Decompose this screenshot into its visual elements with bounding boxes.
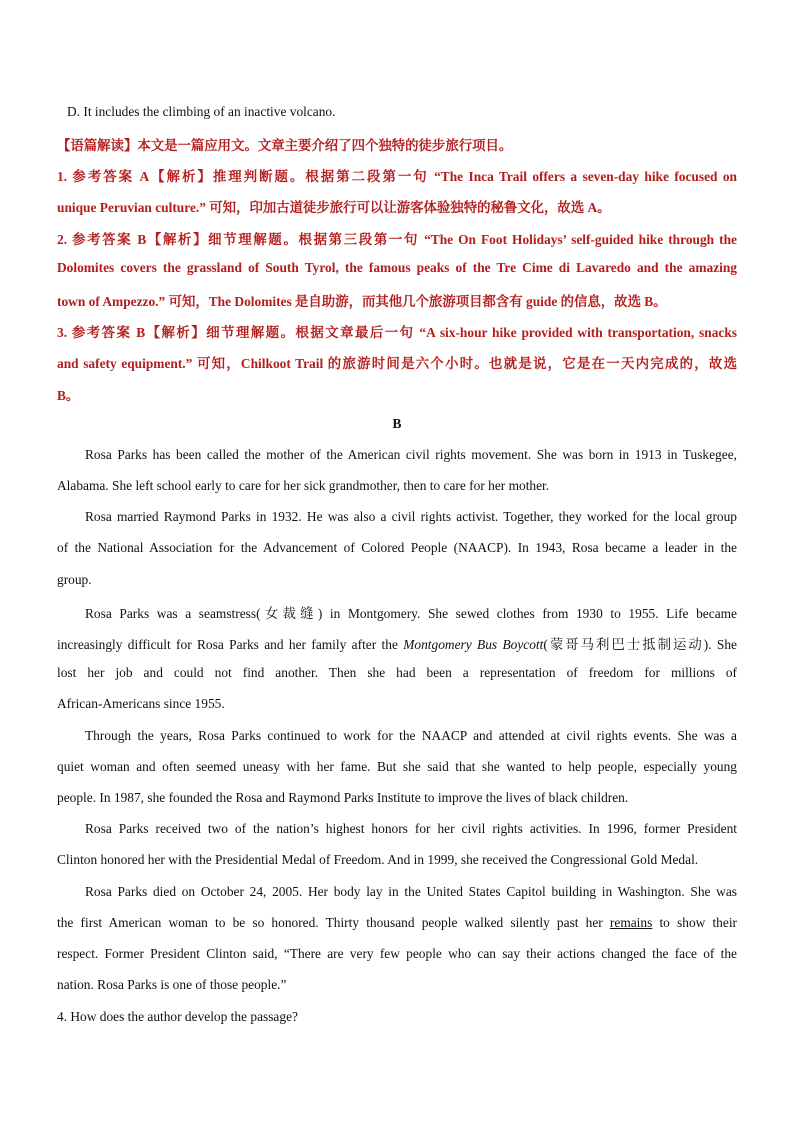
paragraph-1-line-1: Rosa Parks has been called the mother of the American civil rights movement. She was born in 1913 in Tuskegee, — [85, 447, 737, 462]
paragraph-1-line-2: Alabama. She left school early to care for her sick grandmother, then to care for her mother. — [57, 478, 550, 493]
paragraph-3-line-2 — [57, 634, 737, 653]
question-4: 4. How does the author develop the passage? — [57, 1009, 298, 1024]
paragraph-5-line-2: Clinton honored her with the Presidential Medal of Freedom. And in 1999, she received the Congressional Gold Medal. — [57, 852, 699, 867]
paragraph-2-line-1: Rosa married Raymond Parks in 1932. He was also a civil rights activist. Together, they worked for the local group — [85, 509, 737, 524]
answer-1-line-2: unique Peruvian culture.” 可知，印加古道徒步旅行可以让游客体验独特的秘鲁文化，故选 A。 — [57, 200, 611, 215]
section-heading: B — [392, 416, 402, 431]
paragraph-6-line-2-end: to show their — [652, 915, 737, 930]
paragraph-3-line-3: lost her job and could not find another. Then she had been a representation of freedom for millions of — [57, 665, 737, 680]
paragraph-2-line-3: group. — [57, 572, 92, 587]
answer-3-line-3: B。 — [57, 388, 80, 403]
option-d: D. It includes the climbing of an inactive volcano. — [67, 104, 336, 119]
answer-2-line-1: 2. 参考答案 B【解析】细节理解题。根据第三段第一句 “The On Foot Holidays’ self-guided hike through the — [57, 232, 737, 247]
paragraph-4-line-2: quiet woman and often seemed uneasy with her fame. But she said that she wanted to help people, especially young — [57, 759, 737, 774]
paragraph-6-line-2 — [57, 915, 737, 931]
answer-3-line-2: and safety equipment.” 可知，Chilkoot Trail 的旅游时间是六个小时。也就是说，它是在一天内完成的，故选 — [57, 356, 737, 371]
paragraph-4-line-1: Through the years, Rosa Parks continued to work for the NAACP and attended at civil rights events. She was a — [85, 728, 737, 743]
paragraph-6-line-1: Rosa Parks died on October 24, 2005. Her body lay in the United States Capitol building in Washington. She was — [85, 884, 737, 899]
paragraph-3-line-2-end: (蒙哥马利巴士抵制运动). She — [543, 637, 738, 652]
paragraph-6-line-3: respect. Former President Clinton said, “There are very few people who can say their actions changed the face of the — [57, 946, 737, 961]
answer-2-line-2: Dolomites covers the grassland of South Tyrol, the famous peaks of the Tre Cime di Lavaredo and the amazing — [57, 260, 737, 275]
paragraph-2-line-2: of the National Association for the Advancement of Colored People (NAACP). In 1943, Rosa became a leader in the — [57, 540, 737, 555]
paragraph-6-line-4: nation. Rosa Parks is one of those people.” — [57, 977, 287, 992]
paragraph-5-line-1: Rosa Parks received two of the nation’s highest honors for her civil rights activities. In 1996, former President — [85, 821, 737, 836]
underlined-word-remains: remains — [609, 915, 653, 930]
boycott-title: Montgomery Bus Boycott — [403, 637, 544, 652]
answer-1-line-1: 1. 参考答案 A【解析】推理判断题。根据第二段第一句 “The Inca Trail offers a seven-day hike focused on — [57, 169, 737, 184]
answer-2-line-3: town of Ampezzo.” 可知，The Dolomites 是自助游，而其他几个旅游项目都含有 guide 的信息，故选 B。 — [57, 294, 667, 309]
paragraph-4-line-3: people. In 1987, she founded the Rosa and Raymond Parks Institute to improve the lives of black children. — [57, 790, 629, 805]
paragraph-3-line-1: Rosa Parks was a seamstress(女裁缝) in Montgomery. She sewed clothes from 1930 to 1955. Life became — [85, 606, 737, 621]
paragraph-6-line-2-start: the first American woman to be so honored. Thirty thousand people walked silently past her — [57, 915, 610, 930]
paragraph-3-line-2-start: increasingly difficult for Rosa Parks and her family after the — [57, 637, 404, 652]
answer-3-line-1: 3. 参考答案 B【解析】细节理解题。根据文章最后一句 “A six-hour hike provided with transportation, snacks — [57, 325, 737, 340]
paragraph-3-line-4: African-Americans since 1955. — [57, 696, 225, 711]
passage-summary: 【语篇解读】本文是一篇应用文。文章主要介绍了四个独特的徒步旅行项目。 — [57, 138, 513, 153]
